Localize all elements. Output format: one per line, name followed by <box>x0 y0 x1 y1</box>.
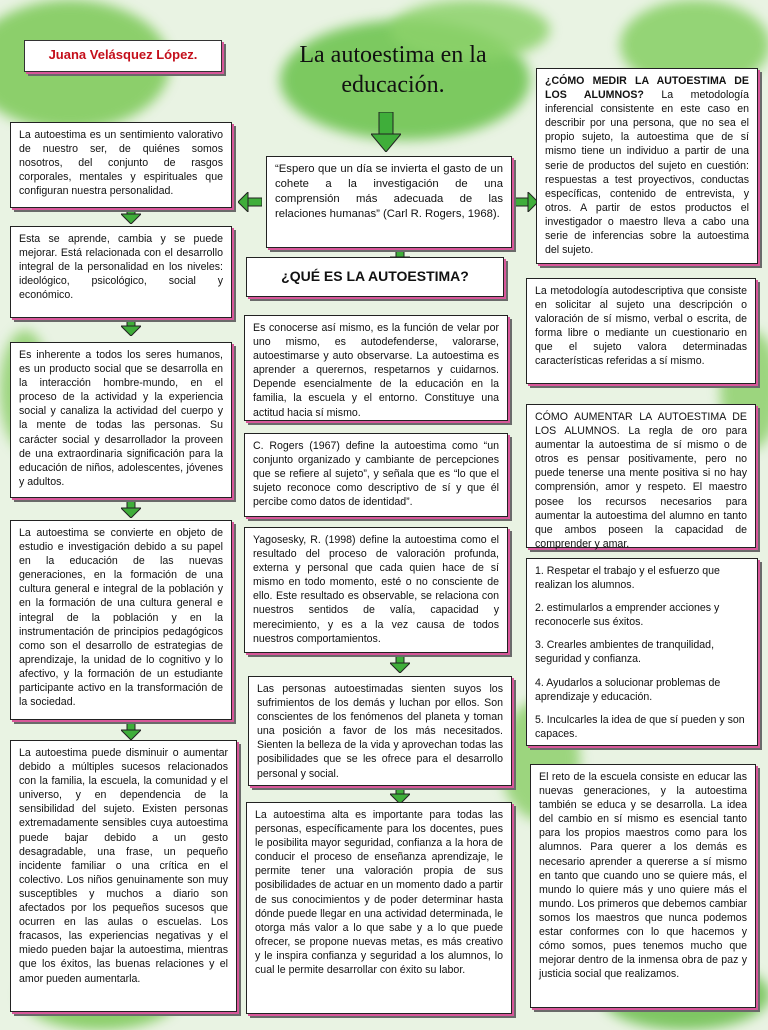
left-box-inherent: Es inherente a todos los seres humanos, es un producto social que se desarrolla en la interacción hombre-mundo, en el proceso de la actividad y la experiencia social y canaliza la actividad del cuerpo y la mente de todas las personas. Su carácter social y desarrollador la proveen de una extraordinaria significación para la educación de niños, adolescentes, jóvenes y adultos. <box>10 342 232 498</box>
quote-box: “Espero que un día se invierta el gasto de un cohete a la investigación de una comprensión más adecuada de las relaciones humanas” (Carl R. Rogers, 1968). <box>266 156 512 248</box>
left-box-changes: La autoestima puede disminuir o aumentar debido a múltiples sucesos relacionados con la familia, la escuela, la comunidad y el universo, y en dependencia de la sensibilidad del sujeto. Existen personas extremadamente sensibles cuya autoestima puede bajar debido a un gesto desagradable, una frase, un pequeño incidente familiar o una crítica en el colectivo. Los niños genuinamente son muy susceptibles y muchos a diario son afectados por los pequeños sucesos que ocurren en las aulas o escuelas. Los fracasos, las experiencias negativas y el miedo pueden bajar la autoestima, mientras que los éxitos, las buenas relaciones y el amor pueden aumentarla. <box>10 740 237 1012</box>
list-item: 1. Respetar el trabajo y el esfuerzo que realizan los alumnos. <box>535 565 720 592</box>
down-arrow-icon <box>121 206 141 224</box>
measure-heading: ¿CÓMO MEDIR LA AUTOESTIMA DE LOS ALUMNOS? <box>545 75 749 102</box>
center-box-persons: Las personas autoestimadas sienten suyos los sufrimientos de los demás y luchan por ellos. Son conscientes de los fenómenos del planeta y toman una posición a favor de los más necesitados. Sienten la belleza de la vida y aprovechan todas las posibilidades que se les ofrece para el desarrollo personal y social. <box>248 676 512 786</box>
left-box-definition: La autoestima es un sentimiento valorativo de nuestro ser, de quiénes somos nosotros, del conjunto de rasgos corporales, mentales y espirituales que configuran nuestra personalidad. <box>10 122 232 208</box>
what-is-heading: ¿QUÉ ES LA AUTOESTIMA? <box>246 257 504 297</box>
center-box-high-esteem: La autoestima alta es importante para todas las personas, específicamente para los docentes, pues le posibilita mayor seguridad, confianza a la hora de conducir el proceso de enseñanza aprendizaje, le permite tener una valoración propia de sus posibilidades de actuar en un momento dado a partir de sus conocimientos y de poder determinar hasta dónde puede llegar en una actividad determinada, le otorga más valor a lo que sabe y a lo que puede ofrecer, se propone nuevas metas, es más creativo y le inspira confianza y seguridad a los alumnos, lo cual le permite desarrollar con éxito su labor. <box>246 802 512 1014</box>
list-item: 4. Ayudarlos a solucionar problemas de aprendizaje y educación. <box>535 676 721 703</box>
right-box-list <box>526 558 758 746</box>
author-name: Juana Velásquez López. <box>24 40 222 72</box>
left-box-research: La autoestima se convierte en objeto de estudio e investigación debido a su papel en la educación de las nuevas generaciones, en la formación de una cultura general e integral de la población y en la formación de una cultura general e integral de la población y en la instrumentación de principios pedagógicos como son el desarrollo de estrategias de aprendizaje, la unidad de lo cognitivo y lo afectivo, y la formación de un estudiante participante activo en la transformación de la sociedad. <box>10 520 232 720</box>
down-arrow-icon <box>121 722 141 740</box>
down-arrow-icon <box>371 112 401 152</box>
center-box-definition: Es conocerse así mismo, es la función de velar por uno mismo, es autodefenderse, valorarse, autoestimarse y auto observarse. La autoestima es aprender a querernos, respetarnos y cuidarnos. Depende esencialmente de la educación en la familia, la escuela y el entorno. Constituye una actitud hacia sí mismo. <box>244 315 508 421</box>
list-item: 2. estimularlos a emprender acciones y reconocerle sus éxitos. <box>535 602 720 629</box>
left-box-learned: Esta se aprende, cambia y se puede mejorar. Está relacionada con el desarrollo integral de la personalidad en los niveles: ideológico, psicológico, social y económico. <box>10 226 232 318</box>
right-box-increase: CÓMO AUMENTAR LA AUTOESTIMA DE LOS ALUMNOS. La regla de oro para aumentar la autoestima de sí mismo o de otros es pensar positivamente, pero no puede tenerse una mente positiva si no hay comprensión, amor y respeto. El maestro posee los recursos necesarios para aumentar la autoestima del alumno en tanto que ambos poseen la capacidad de comprender y amar. <box>526 404 756 548</box>
list-item: 5. Inculcarles la idea de que sí pueden y son capaces. <box>535 713 745 740</box>
right-box-autodescriptive: La metodología autodescriptiva que consiste en solicitar al sujeto una descripción o valoración de sí mismo, verbal o escrita, de forma libre o mediante un cuestionario en que el sujeto valora determinadas características referidas a sí mismo. <box>526 278 756 384</box>
center-box-yagosesky: Yagosesky, R. (1998) define la autoestima como el resultado del proceso de valoración profunda, externa y personal que cada quien hace de sí mismo en todo momento, esté o no consciente de ello. Este resultado es observable, se relaciona con nuestros sentidos de valía, capacidad y merecimiento, y es a la vez causa de todos nuestros comportamientos. <box>244 527 508 653</box>
right-arrow-icon <box>514 192 538 212</box>
right-box-measure <box>536 68 758 264</box>
down-arrow-icon <box>390 655 410 673</box>
list-item: 3. Crearles ambientes de tranquilidad, seguridad y confianza. <box>535 639 715 666</box>
page-title: La autoestima en la educación. <box>299 42 487 98</box>
down-arrow-icon <box>121 500 141 518</box>
right-box-challenge: El reto de la escuela consiste en educar las nuevas generaciones, y la autoestima también se educa y se desarrolla. La idea del cambio en sí mismo es esencial tanto para los propios maestros como para los alumnos. Para querer a los demás es necesario aprender a quererse a sí mismo en tanto que cuando uno se quiere más, el mundo lo quiere más y uno quiere más el mundo. Los primeros que debemos cambiar somos los maestros que nunca podemos estar conformes con lo que hacemos y cómo somos, pues tenemos mucho que mejorar dentro de la inmensa obra de paz y justicia social que realizamos. <box>530 764 756 1008</box>
down-arrow-icon <box>121 318 141 336</box>
measure-text: La metodología inferencial consistente en este caso en describir por una persona, que no sea el propio sujeto, la autoestima que de sí mismo tiene un individuo a partir de una serie de productos del sujeto en cuestión: respuestas a test proyectivos, conductas específicas, contenido de entrevista, y otros. A partir de estos productos el investigador o maestro lleva a cabo una serie de inferencias sobre la autoestima del sujeto. <box>545 89 749 257</box>
left-arrow-icon <box>238 192 262 212</box>
center-box-rogers: C. Rogers (1967) define la autoestima como “un conjunto organizado y cambiante de percepciones que se refiere al sujeto”, y señala que es “lo que el sujeto reconoce como descriptivo de sí y que él percibe como datos de identidad”. <box>244 433 508 517</box>
